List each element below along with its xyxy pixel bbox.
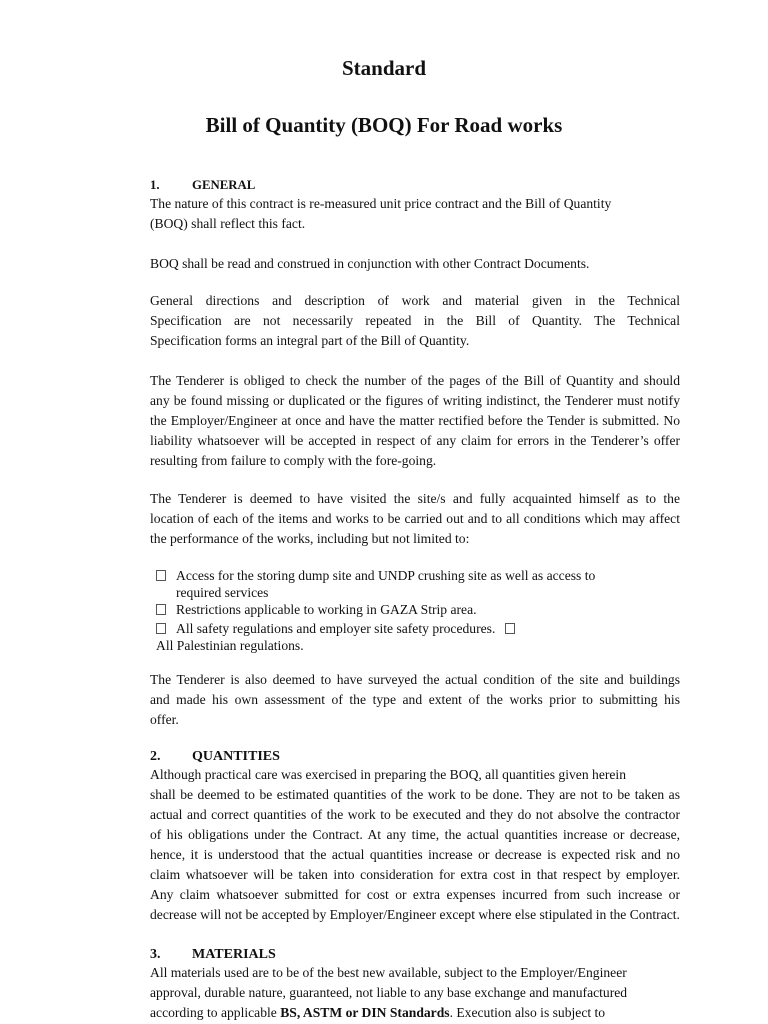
text-line: General directions and description of work and material given in the Technical [150, 293, 680, 308]
general-paragraph-6 [150, 670, 680, 730]
section-number: 3. [150, 947, 161, 962]
text-line: (BOQ) shall reflect this fact. [150, 216, 306, 231]
checkbox-glyph-icon [156, 623, 166, 634]
text-line: of his obligations under the Contract. At any time, the actual quantities increase or decrease, [150, 827, 680, 842]
text-line: any be found missing or duplicated or the figures of writing indistinct, the Tenderer must notify [150, 393, 680, 408]
bullet-text: Access for the storing dump site and UNDP crushing site as well as access to [176, 568, 596, 583]
text-line: location of each of the items and works to be carried out and to all conditions which may affect [150, 511, 680, 526]
section-number: 1. [150, 178, 160, 192]
text-line: the performance of the works, including but not limited to: [150, 531, 470, 546]
text-line: the Employer/Engineer at once and have the matter rectified before the Tender is submitted. No [150, 413, 680, 428]
section-general-heading [150, 178, 255, 193]
text-fragment: . Execution also is subject to [449, 1005, 606, 1020]
text-line: All materials used are to be of the best new available, subject to the Employer/Engineer [150, 965, 627, 980]
document-subtitle: Bill of Quantity (BOQ) For Road works [205, 113, 563, 137]
section-quantities-heading [150, 749, 280, 765]
text-line: shall be deemed to be estimated quantities of the work to be done. They are not to be taken as [150, 787, 680, 802]
general-paragraph-5 [150, 489, 680, 549]
text-line: The Tenderer is obliged to check the number of the pages of the Bill of Quantity and should [150, 373, 680, 388]
section-title: GENERAL [192, 178, 256, 192]
bullet-item [156, 602, 477, 618]
section-materials-heading [150, 947, 276, 963]
text-line: BOQ shall be read and construed in conjunction with other Contract Documents. [150, 256, 590, 271]
text-line: hence, it is understood that the actual quantities increase or decrease is expected risk and no [150, 847, 680, 862]
bullet-text: Restrictions applicable to working in GAZA Strip area. [176, 602, 477, 617]
text-line: The Tenderer is deemed to have visited the site/s and fully acquainted himself as to the [150, 491, 680, 506]
bullet-text: All safety regulations and employer site safety procedures. [176, 621, 496, 636]
bullet-item [156, 568, 595, 584]
bullet-item [156, 621, 525, 637]
general-paragraph-3 [150, 291, 680, 351]
quantities-paragraph [150, 765, 680, 925]
general-paragraph-4 [150, 371, 680, 471]
checkbox-glyph-icon [505, 623, 515, 634]
text-line: offer. [150, 712, 179, 727]
text-line: liability whatsoever will be accepted in respect of any claim for errors in the Tenderer’s offer [150, 433, 680, 448]
text-line: The nature of this contract is re-measured unit price contract and the Bill of Quantity [150, 196, 612, 211]
document-title: Standard [341, 56, 427, 80]
text-line: approval, durable nature, guaranteed, not liable to any base exchange and manufactured [150, 985, 628, 1000]
text-line [150, 1003, 680, 1023]
text-line: claim whatsoever will be taken into consideration for extra cost in that respect by employer. [150, 867, 680, 882]
text-fragment: according to applicable [150, 1005, 281, 1020]
text-line: actual and correct quantities of the work to be executed and they do not absolve the contractor [150, 807, 680, 822]
text-line: decrease will not be accepted by Employer/Engineer except where else stipulated in the Contract. [150, 907, 680, 922]
text-line: Although practical care was exercised in preparing the BOQ, all quantities given herein [150, 767, 626, 782]
text-line: and made his own assessment of the type and extent of the works prior to submitting his [150, 692, 680, 707]
text-line: The Tenderer is also deemed to have surveyed the actual condition of the site and buildings [150, 672, 680, 687]
bullet-continuation: required services [176, 585, 269, 600]
general-paragraph-2 [150, 254, 680, 274]
section-number: 2. [150, 749, 161, 764]
text-line: Specification are not necessarily repeated in the Bill of Quantity. The Technical [150, 313, 680, 328]
standards-emphasis: BS, ASTM or DIN Standards [280, 1005, 450, 1020]
text-line: Specification forms an integral part of the Bill of Quantity. [150, 333, 470, 348]
section-title: MATERIALS [192, 947, 276, 962]
checkbox-glyph-icon [156, 570, 166, 581]
bullet-item: All Palestinian regulations. [156, 638, 304, 653]
section-title: QUANTITIES [192, 749, 280, 764]
text-line: resulting from failure to comply with the fore-going. [150, 453, 437, 468]
general-paragraph-1 [150, 194, 680, 234]
materials-paragraph [150, 963, 680, 1023]
checkbox-glyph-icon [156, 604, 166, 615]
text-line: Any claim whatsoever submitted for cost or extra expenses incurred from such increase or [150, 887, 680, 902]
